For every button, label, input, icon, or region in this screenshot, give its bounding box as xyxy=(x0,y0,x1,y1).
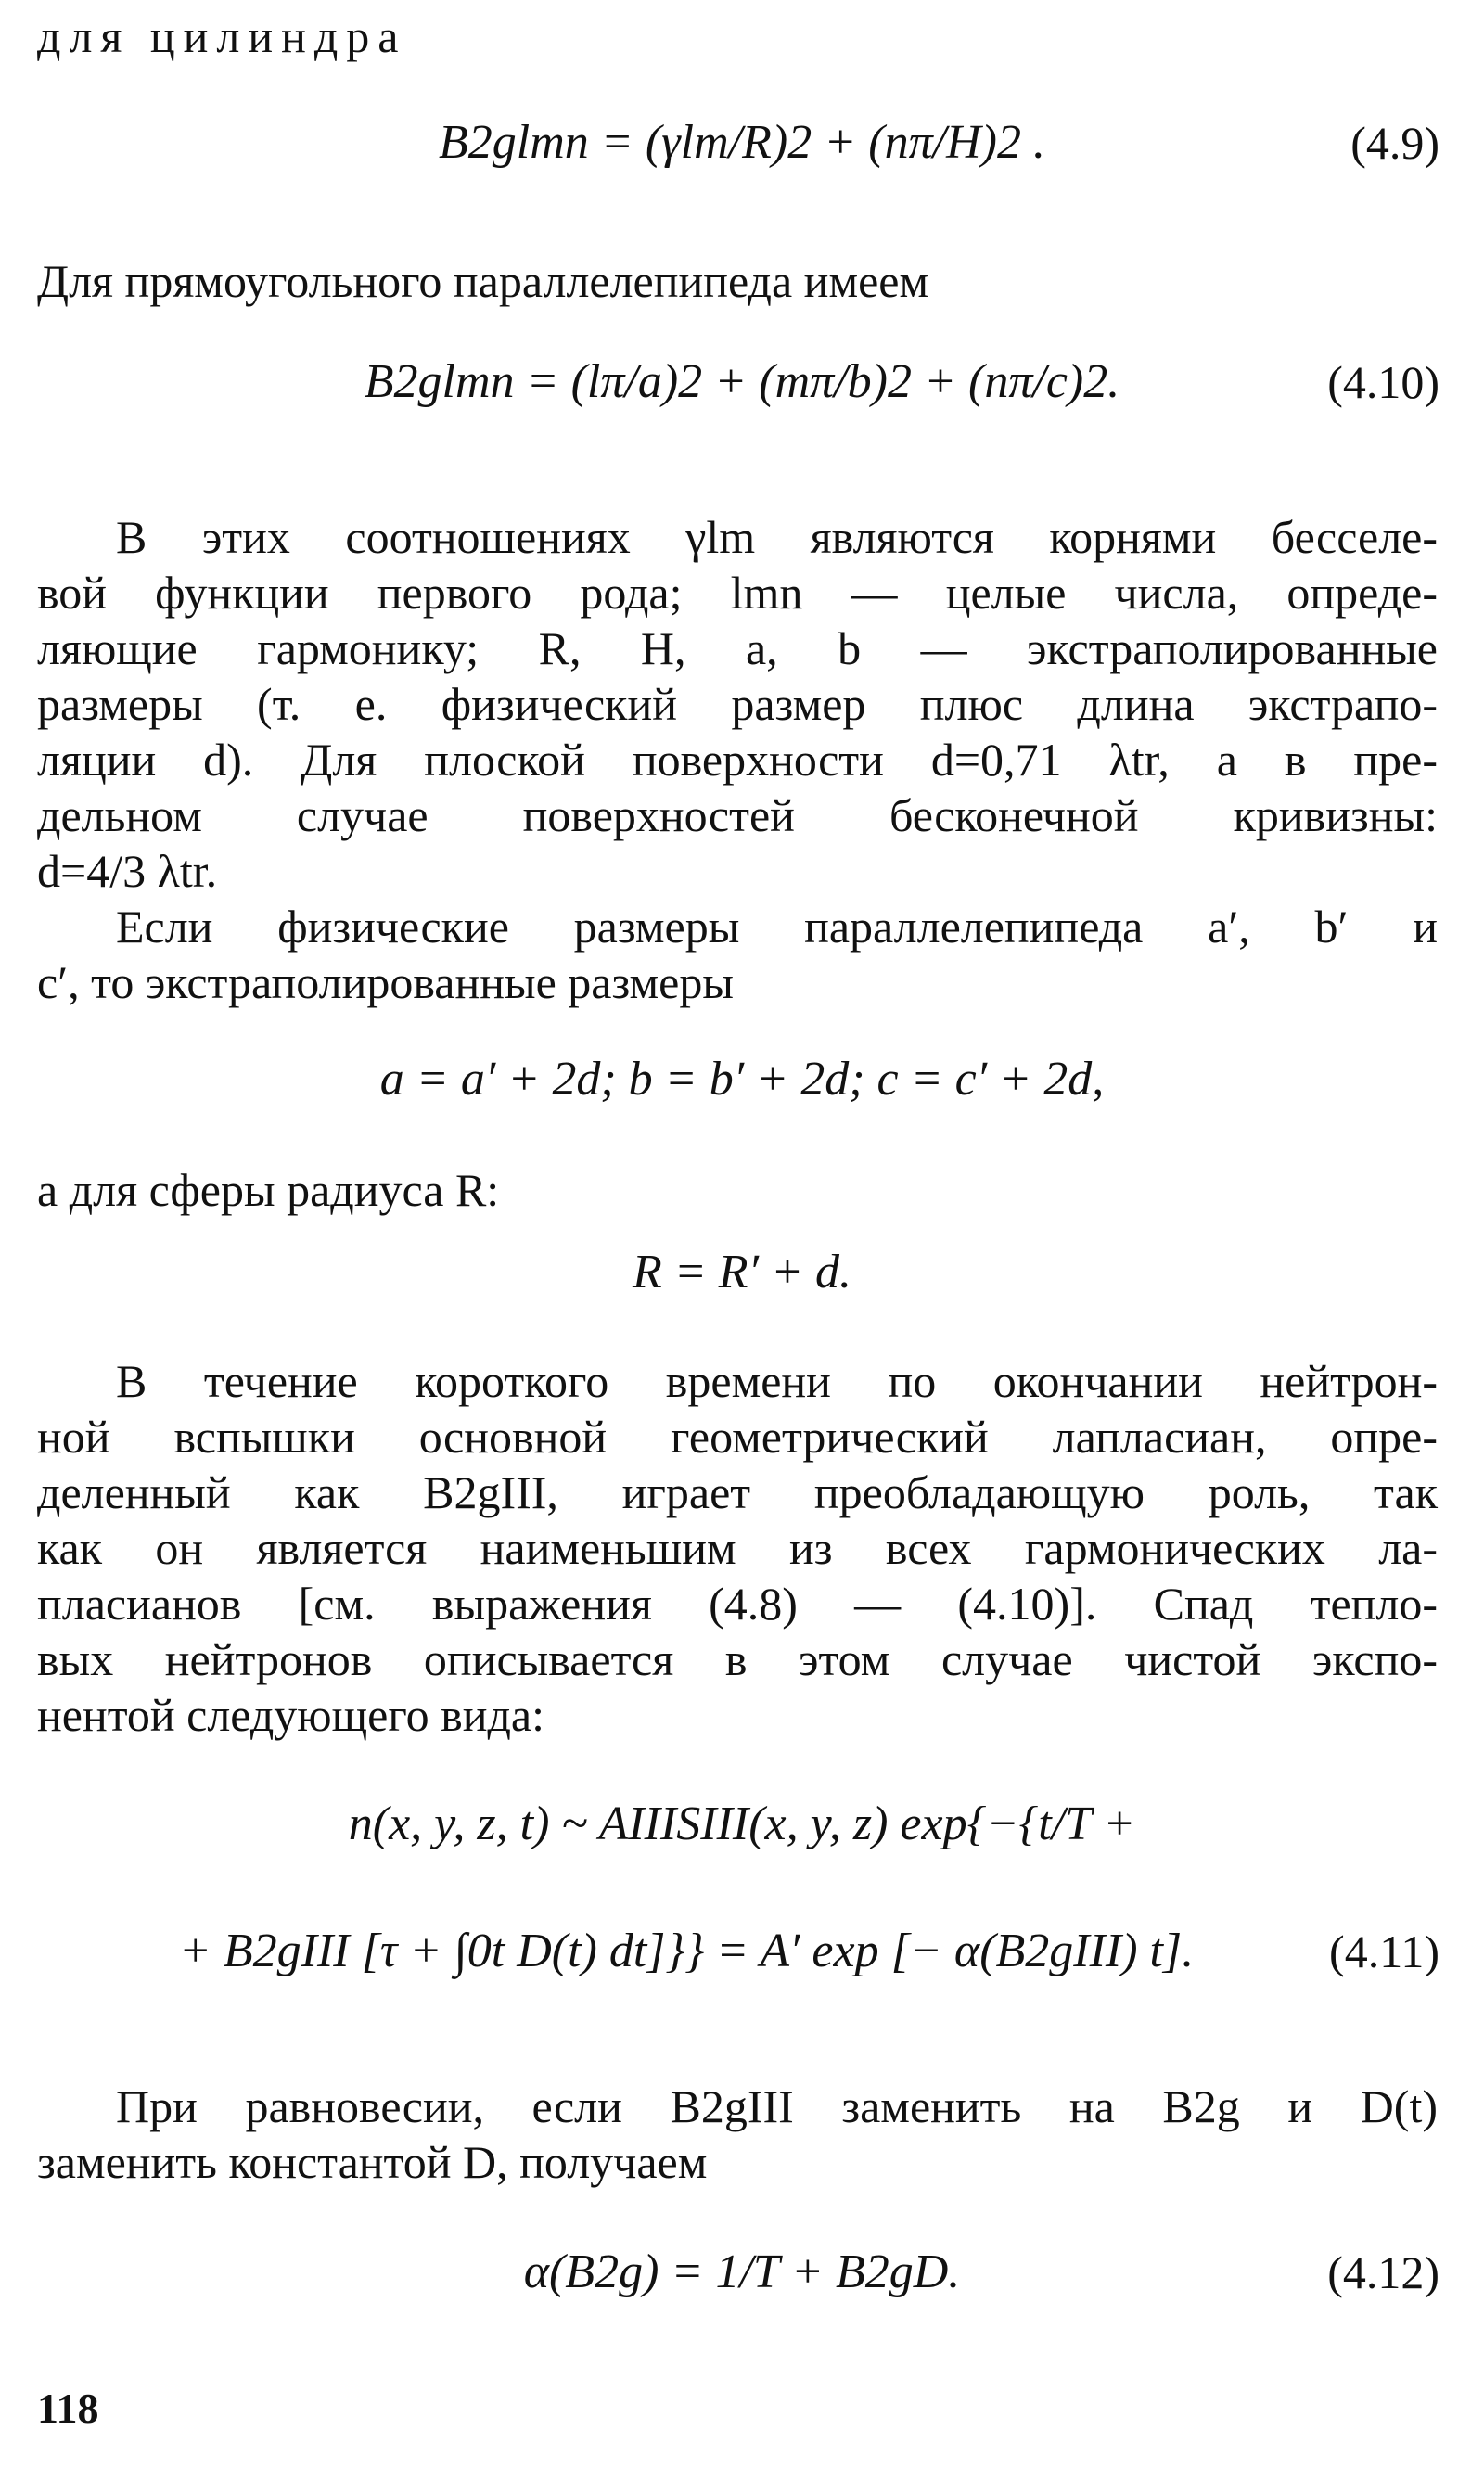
equation-number: (4.9) xyxy=(1350,117,1439,169)
equation-4-10: B2glmn = (lπ/a)2 + (mπ/b)2 + (nπ/c)2. xyxy=(364,355,1120,408)
text-line: c′, то экстраполированные размеры xyxy=(37,956,734,1008)
equation-4-9: B2glmn = (γlm/R)2 + (nπ/H)2 . xyxy=(439,116,1045,169)
text-line: вой функции первого рода; lmn — целые числа, опреде- xyxy=(37,567,1438,619)
equation-4-11-part1: n(x, y, z, t) ~ AIIISIII(x, y, z) exp{−{t/T + xyxy=(348,1797,1136,1850)
text-line: а для сферы радиуса R: xyxy=(37,1164,500,1216)
text-line: d=4/3 λtr. xyxy=(37,845,218,897)
equation-number: (4.11) xyxy=(1329,1925,1439,1977)
text-line: как он является наименьшим из всех гармонических ла- xyxy=(37,1522,1438,1574)
equation-dimensions: a = a′ + 2d; b = b′ + 2d; c = c′ + 2d, xyxy=(379,1053,1105,1106)
text-line: нентой следующего вида: xyxy=(37,1689,544,1741)
text-line: При равновесии, если B2gIII заменить на B2g и D(t) xyxy=(116,2080,1438,2132)
text-line: деленный как B2gIII, играет преобладающую роль, так xyxy=(37,1466,1438,1518)
equation-sphere: R = R′ + d. xyxy=(632,1246,852,1298)
text-line: Если физические размеры параллелепипеда a′, b′ и xyxy=(116,901,1438,953)
equation-4-11-part2: + B2gIII [τ + ∫0t D(t) dt]}} = A′ exp [− α(B2gIII) t]. xyxy=(178,1925,1195,1977)
text-line: размеры (т. е. физический размер плюс длина экстрапо- xyxy=(37,678,1438,730)
text-line: пласианов [см. выражения (4.8) — (4.10)]. Спад тепло- xyxy=(37,1578,1438,1630)
text-line: Для прямоугольного параллелепипеда имеем xyxy=(37,255,929,307)
text-line: В этих соотношениях γlm являются корнями бесселе- xyxy=(116,511,1438,563)
text-line: ляющие гармонику; R, H, a, b — экстраполированные xyxy=(37,622,1438,674)
text-line: В течение короткого времени по окончании нейтрон- xyxy=(116,1355,1438,1407)
text-line: дельном случае поверхностей бесконечной кривизны: xyxy=(37,789,1438,841)
text-line: вых нейтронов описывается в этом случае чистой экспо- xyxy=(37,1633,1438,1685)
equation-4-12: α(B2g) = 1/T + B2gD. xyxy=(523,2245,961,2298)
equation-number: (4.10) xyxy=(1327,356,1439,408)
text-line: для цилиндра xyxy=(37,10,407,62)
page-number: 118 xyxy=(37,2385,99,2432)
text-line: заменить константой D, получаем xyxy=(37,2136,708,2188)
text-line: ляции d). Для плоской поверхности d=0,71 λtr, а в пре- xyxy=(37,734,1438,786)
equation-number: (4.12) xyxy=(1327,2246,1439,2298)
text-line: ной вспышки основной геометрический лапласиан, опре- xyxy=(37,1411,1438,1463)
